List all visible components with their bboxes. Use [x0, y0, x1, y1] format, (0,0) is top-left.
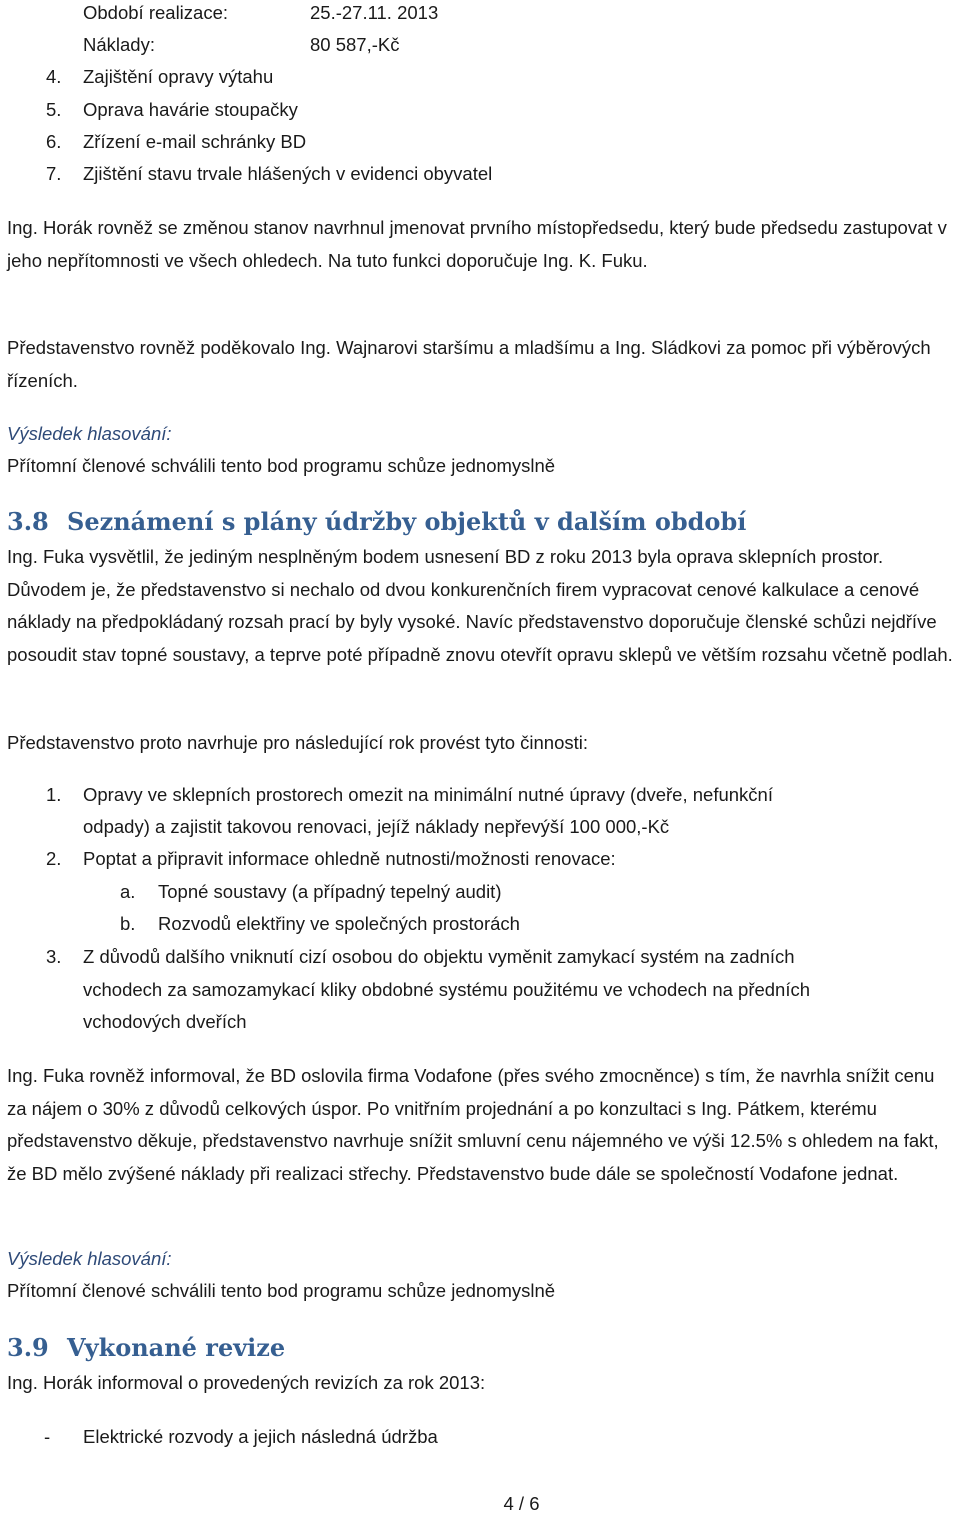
list-item-continuation: odpady) a zajistit takovou renovaci, jejíž náklady nepřevýší 100 000,-Kč [83, 816, 670, 837]
list-item-continuation: vchodových dveřích [83, 1011, 247, 1032]
cost-value: 80 587,-Kč [310, 34, 400, 55]
list-item-number: 3. [46, 946, 62, 967]
section-heading-3-8 [7, 507, 747, 536]
paragraph-thanks: Představenstvo rovněž poděkovalo Ing. Wajnarovi staršímu a mladšímu a Ing. Sládkovi za pomoc při výběrových řízeních. [7, 337, 931, 391]
list-item-number: 2. [46, 848, 62, 869]
sublist-item: Topné soustavy (a případný tepelný audit) [158, 881, 502, 902]
vote-result-text: Přítomní členové schválili tento bod programu schůze jednomyslně [7, 455, 556, 476]
page-number: 4 / 6 [503, 1493, 540, 1514]
paragraph-horak: Ing. Horák rovněž se změnou stanov navrhnul jmenovat prvního místopředsedu, který bude předsedu zastupovat v jeho nepřítomnosti ve všech ohledech. Na tuto funkci doporučuje Ing. K. Fuku. [7, 217, 947, 271]
list-item: Opravy ve sklepních prostorech omezit na minimální nutné úpravy (dveře, nefunkční [83, 784, 773, 805]
list-bullet-dash: - [44, 1426, 51, 1447]
list-item-number: 1. [46, 784, 62, 805]
list-item-continuation: vchodech za samozamykací kliky obdobné systému použitému ve vchodech na předních [83, 979, 811, 1000]
paragraph-vodafone: Ing. Fuka rovněž informoval, že BD oslovila firma Vodafone (přes svého zmocněnce) s tím, že navrhla snížit cenu za nájem o 30% z důvodů celkových úspor. Po vnitřním projednání a po konzultaci s Ing. Pátkem, kterému představenstvo děkuje, představenstvo navrhuje snížit smluvní cenu nájemného ve výši 12.5% s ohledem na fakt, že BD mělo zvýšené náklady při realizaci střechy. Představenstvo bude dále se společností Vodafone jednat. [7, 1065, 939, 1184]
list-item-number: 5. [46, 99, 62, 120]
list-item: Z důvodů dalšího vniknutí cizí osobou do objektu vyměnit zamykací systém na zadních [83, 946, 795, 967]
list-item: Zajištění opravy výtahu [83, 66, 274, 87]
vote-result-label: Výsledek hlasování: [7, 423, 172, 444]
vote-result-text: Přítomní členové schválili tento bod programu schůze jednomyslně [7, 1280, 556, 1301]
list-item-number: 4. [46, 66, 62, 87]
section-title: Seznámení s plány údržby objektů v dalším období [67, 507, 747, 536]
sublist-item-letter: a. [120, 881, 136, 902]
list-item-number: 6. [46, 131, 62, 152]
list-item: Zřízení e-mail schránky BD [83, 131, 307, 152]
list-item: Oprava havárie stoupačky [83, 99, 298, 120]
sublist-item-letter: b. [120, 913, 136, 934]
paragraph-proposal-intro: Představenstvo proto navrhuje pro následující rok provést tyto činnosti: [7, 732, 588, 753]
vote-result-label: Výsledek hlasování: [7, 1248, 172, 1269]
section-number: 3.8 [7, 507, 49, 536]
paragraph-fuka-repairs: Ing. Fuka vysvětlil, že jediným nesplněným bodem usnesení BD z roku 2013 byla oprava sklepních prostor. Důvodem je, že představenstvo si nechalo od dvou konkurenčních firem vypracovat cenové kalkulace a cenové náklady na předpokládaný rozsah prací by byly vysoké. Navíc představenstvo doporučuje členské schůzi nejdříve posoudit stav topné soustavy, a teprve poté případně znovu otevřít opravu sklepů ve větším rozsahu včetně podlah. [7, 546, 953, 665]
list-item: Poptat a připravit informace ohledně nutnosti/možnosti renovace: [83, 848, 616, 869]
section-heading-3-9 [7, 1333, 286, 1362]
section-number: 3.9 [7, 1333, 49, 1362]
list-item: Elektrické rozvody a jejich následná údržba [83, 1426, 438, 1447]
list-item-number: 7. [46, 163, 62, 184]
section-title: Vykonané revize [67, 1333, 286, 1362]
cost-label: Náklady: [83, 34, 155, 55]
paragraph-revisions: Ing. Horák informoval o provedených revizích za rok 2013: [7, 1372, 486, 1393]
list-item: Zjištění stavu trvale hlášených v evidenci obyvatel [83, 163, 493, 184]
sublist-item: Rozvodů elektřiny ve společných prostorách [158, 913, 520, 934]
period-value: 25.-27.11. 2013 [310, 2, 439, 23]
period-label: Období realizace: [83, 2, 229, 23]
